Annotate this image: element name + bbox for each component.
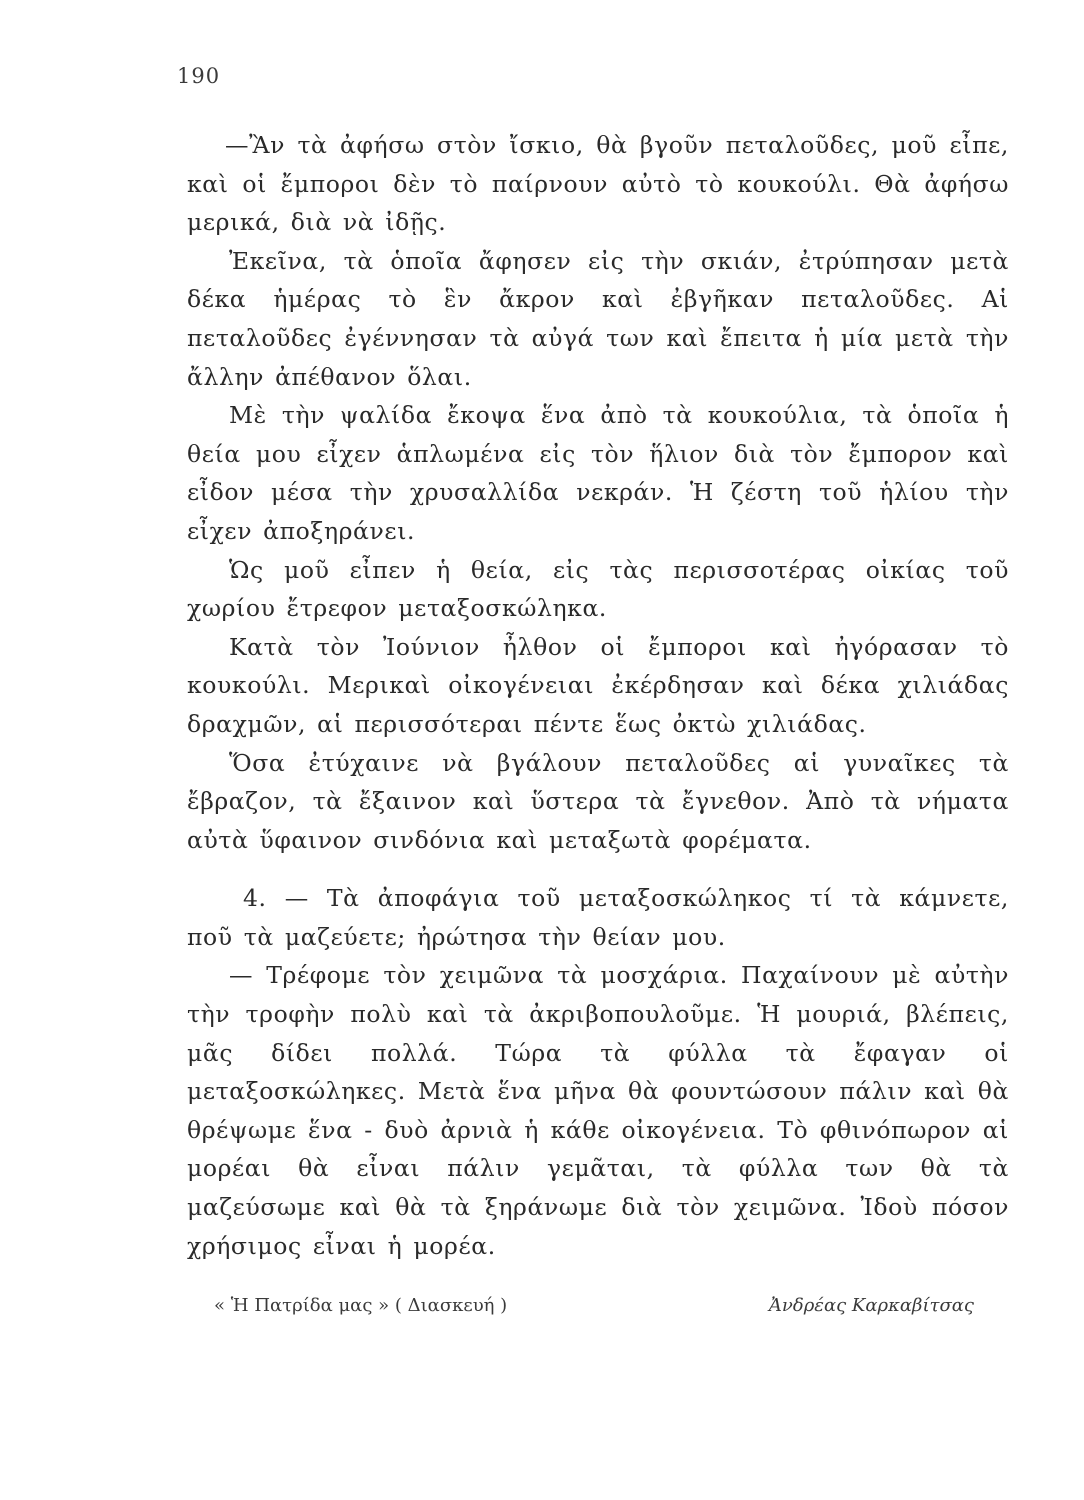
paragraph: Κατὰ τὸν Ἰούνιον ἦλθον οἱ ἔμποροι καὶ ἠγόρασαν τὸ κουκούλι. Μερικαὶ οἰκογένειαι ἐκέρδησαν καὶ δέκα χιλιάδας δραχμῶν, αἱ περισσότεραι πέντε ἕως ὀκτὼ χιλιάδας. bbox=[187, 632, 1009, 738]
paragraph: Μὲ τὴν ψαλίδα ἔκοψα ἕνα ἀπὸ τὰ κουκούλια, τὰ ὁποῖα ἡ θεία μου εἶχεν ἁπλωμένα εἰς τὸν ἥλιον διὰ τὸν ἔμπορον καὶ εἶδον μέσα τὴν χρυσαλλίδα νεκράν. Ἡ ζέστη τοῦ ἡλίου τὴν εἶχεν ἀποξηράνει. bbox=[187, 401, 1009, 545]
source-citation bbox=[214, 1295, 974, 1316]
body-text bbox=[187, 126, 1009, 1265]
page-number: 190 bbox=[177, 64, 221, 88]
source-reference: « Ἡ Πατρίδα μας » ( Διασκευή ) bbox=[214, 1295, 508, 1316]
section-paragraph: 4. — Τὰ ἀποφάγια τοῦ μεταξοσκώληκος τί τὰ κάμνετε, ποῦ τὰ μαζεύετε; ἠρώτησα τὴν θείαν μου. bbox=[187, 884, 1009, 951]
paragraph: — Τρέφομε τὸν χειμῶνα τὰ μοσχάρια. Παχαίνουν μὲ αὐτὴν τὴν τροφὴν πολὺ καὶ τὰ ἀκριβοπουλοῦμε. Ἡ μουριά, βλέπεις, μᾶς δίδει πολλά. Τώρα τὰ φύλλα τὰ ἔφαγαν οἱ μεταξοσκώληκες. Μετὰ ἕνα μῆνα θὰ φουντώσουν πάλιν καὶ θὰ θρέψωμε ἕνα - δυὸ ἀρνιὰ ἡ κάθε οἰκογένεια. Τὸ φθινόπωρον αἱ μορέαι θὰ εἶναι πάλιν γεμᾶται, τὰ φύλλα των θὰ τὰ μαζεύσωμε καὶ θὰ τὰ ξηράνωμε διὰ τὸν χειμῶνα. Ἰδοὺ πόσον χρήσιμος εἶναι ἡ μορέα. bbox=[187, 961, 1009, 1260]
author-name: Ἀνδρέας Καρκαβίτσας bbox=[768, 1295, 974, 1316]
paragraph: Ὅσα ἐτύχαινε νὰ βγάλουν πεταλοῦδες αἱ γυναῖκες τὰ ἔβραζον, τὰ ἔξαινον καὶ ὕστερα τὰ ἔγνεθον. Ἀπὸ τὰ νήματα αὐτὰ ὕφαινον σινδόνια καὶ μεταξωτὰ φορέματα. bbox=[187, 748, 1009, 854]
paragraph: Ὡς μοῦ εἶπεν ἡ θεία, εἰς τὰς περισσοτέρας οἰκίας τοῦ χωρίου ἔτρεφον μεταξοσκώληκα. bbox=[187, 555, 1009, 623]
paragraph: —Ἂν τὰ ἀφήσω στὸν ἴσκιο, θὰ βγοῦν πεταλοῦδες, μοῦ εἶπε, καὶ οἱ ἔμποροι δὲν τὸ παίρνουν αὐτὸ τὸ κουκούλι. Θὰ ἀφήσω μερικά, διὰ νὰ ἰδῇς. bbox=[187, 131, 1009, 237]
paragraph: Ἐκεῖνα, τὰ ὁποῖα ἄφησεν εἰς τὴν σκιάν, ἐτρύπησαν μετὰ δέκα ἡμέρας τὸ ἓν ἄκρον καὶ ἐβγῆκαν πεταλοῦδες. Αἱ πεταλοῦδες ἐγέννησαν τὰ αὐγά των καὶ ἔπειτα ἡ μία μετὰ τὴν ἄλλην ἀπέθανον ὅλαι. bbox=[187, 246, 1009, 391]
